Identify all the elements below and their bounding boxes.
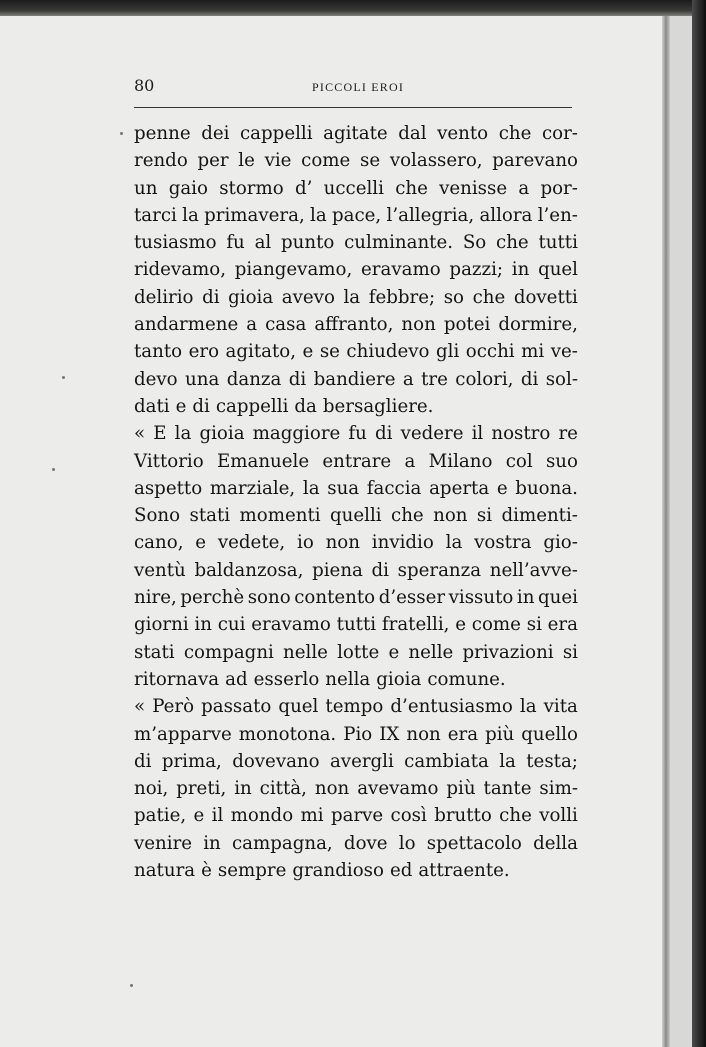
word: stati bbox=[189, 505, 231, 527]
word: compagni bbox=[183, 641, 274, 663]
word: culminante. bbox=[344, 232, 454, 254]
word: vostra bbox=[474, 532, 532, 554]
word: nelle bbox=[283, 641, 328, 663]
word: e bbox=[496, 477, 508, 499]
word: esserlo bbox=[253, 668, 320, 690]
word: momenti bbox=[239, 505, 321, 527]
word: quel bbox=[538, 259, 578, 281]
word: Sono bbox=[134, 505, 181, 527]
word: come bbox=[471, 614, 521, 636]
word: uccelli bbox=[323, 177, 384, 199]
word: avevamo bbox=[357, 778, 439, 800]
word: il bbox=[471, 423, 484, 445]
word: di bbox=[374, 423, 393, 445]
word: nella bbox=[325, 668, 371, 690]
word: in bbox=[194, 614, 212, 636]
word: lotte bbox=[337, 641, 380, 663]
text-line bbox=[134, 120, 578, 147]
word: a bbox=[404, 450, 416, 472]
word: la bbox=[519, 696, 537, 718]
text-line bbox=[134, 256, 578, 283]
word: patie, bbox=[134, 805, 187, 827]
text-line bbox=[134, 857, 578, 884]
word: stati bbox=[134, 641, 175, 663]
word: volassero, bbox=[389, 150, 483, 172]
word: la bbox=[302, 477, 320, 499]
word: fu bbox=[348, 423, 367, 445]
word: invidio bbox=[371, 532, 434, 554]
word: entrare bbox=[322, 450, 392, 472]
text-line bbox=[134, 393, 578, 420]
text-line bbox=[134, 175, 578, 202]
word: la bbox=[445, 532, 463, 554]
word: « bbox=[134, 423, 146, 445]
word: andarmene bbox=[134, 314, 239, 336]
word: Però bbox=[152, 696, 195, 718]
word: quel bbox=[278, 696, 319, 718]
word: devo bbox=[134, 368, 178, 390]
word: nostro bbox=[491, 423, 551, 445]
word: dovevano bbox=[232, 750, 320, 772]
text-line bbox=[134, 202, 578, 229]
word: suo bbox=[545, 450, 578, 472]
word: parevano bbox=[492, 150, 578, 172]
word: ridevamo, bbox=[134, 259, 227, 281]
text-line bbox=[134, 721, 578, 748]
body-text bbox=[134, 120, 578, 884]
word: in bbox=[516, 587, 535, 609]
word: potei bbox=[443, 314, 491, 336]
text-line bbox=[134, 802, 578, 829]
word: venisse bbox=[439, 177, 508, 199]
word: re bbox=[558, 423, 578, 445]
word: a bbox=[246, 314, 258, 336]
word: gio- bbox=[543, 532, 578, 554]
word: che bbox=[472, 286, 506, 308]
word: gaio bbox=[168, 177, 208, 199]
word: una bbox=[185, 368, 220, 390]
word: Milano bbox=[428, 450, 493, 472]
word: l’allegria, bbox=[386, 204, 475, 226]
text-line bbox=[134, 448, 578, 475]
word: eravamo bbox=[361, 259, 441, 281]
word: tusiasmo bbox=[134, 232, 217, 254]
word: di bbox=[288, 368, 307, 390]
word: passato bbox=[201, 696, 272, 718]
word: cappelli bbox=[215, 395, 289, 417]
word: gioia bbox=[228, 286, 274, 308]
word: Emanuele bbox=[216, 450, 310, 472]
word: piangevamo, bbox=[234, 259, 353, 281]
word: che bbox=[395, 177, 428, 199]
word: mi bbox=[300, 805, 324, 827]
word: maggiore bbox=[252, 423, 341, 445]
text-line bbox=[134, 830, 578, 857]
dust-speck bbox=[120, 132, 123, 135]
dust-speck bbox=[130, 984, 133, 987]
word: le bbox=[238, 150, 255, 172]
word: da bbox=[294, 395, 317, 417]
word: cui bbox=[217, 614, 246, 636]
word: così bbox=[390, 805, 427, 827]
text-line bbox=[134, 311, 578, 338]
word: non bbox=[406, 723, 441, 745]
word: come bbox=[301, 150, 351, 172]
word: ed bbox=[389, 860, 413, 882]
word: ve- bbox=[550, 341, 578, 363]
word: volli bbox=[539, 805, 578, 827]
word: città, bbox=[259, 778, 307, 800]
word: sempre bbox=[217, 860, 287, 882]
word: tarci bbox=[134, 204, 177, 226]
word: chiudevo bbox=[346, 341, 430, 363]
word: tutti bbox=[538, 232, 578, 254]
text-line bbox=[134, 147, 578, 174]
word: la bbox=[182, 204, 199, 226]
word: e bbox=[195, 532, 207, 554]
word: « bbox=[134, 696, 146, 718]
word: por- bbox=[540, 177, 578, 199]
word: penne bbox=[134, 123, 191, 144]
word: tante bbox=[483, 778, 532, 800]
word: vedete, bbox=[217, 532, 286, 554]
word: in bbox=[234, 778, 252, 800]
word: e bbox=[193, 805, 205, 827]
word: cor- bbox=[541, 123, 578, 144]
word: era bbox=[447, 723, 479, 745]
word: d’esser bbox=[378, 587, 446, 609]
word: la bbox=[499, 750, 516, 772]
dust-speck bbox=[52, 468, 55, 471]
word: dati bbox=[134, 395, 170, 417]
word: mondo bbox=[230, 805, 294, 827]
word: tempo bbox=[325, 696, 384, 718]
word: ritornava bbox=[134, 668, 220, 690]
text-line bbox=[134, 529, 578, 556]
word: nell’avve- bbox=[489, 559, 578, 581]
word: dormire, bbox=[498, 314, 578, 336]
word: la bbox=[343, 286, 361, 308]
word: E bbox=[153, 423, 167, 445]
word: rendo bbox=[134, 150, 188, 172]
word: al bbox=[254, 232, 272, 254]
word: noi, bbox=[134, 778, 169, 800]
text-line bbox=[134, 420, 578, 447]
word: tutti bbox=[336, 614, 377, 636]
word: che bbox=[498, 123, 532, 144]
word: marziale, bbox=[209, 477, 296, 499]
text-line bbox=[134, 557, 578, 584]
text-line bbox=[134, 666, 578, 693]
word: colori, bbox=[455, 368, 514, 390]
word: era bbox=[547, 614, 578, 636]
word: vedere bbox=[400, 423, 464, 445]
word: di bbox=[134, 750, 152, 772]
word: affranto, bbox=[314, 314, 394, 336]
word: occhi bbox=[465, 341, 515, 363]
word: più bbox=[446, 778, 476, 800]
word: Vittorio bbox=[134, 450, 204, 472]
word: ventù bbox=[134, 559, 186, 581]
word: testa; bbox=[526, 750, 578, 772]
word: prima, bbox=[161, 750, 222, 772]
word: pace, bbox=[332, 204, 382, 226]
word: preti, bbox=[176, 778, 227, 800]
word: bersagliere. bbox=[322, 395, 434, 417]
word: e bbox=[302, 341, 314, 363]
word: eravamo bbox=[251, 614, 331, 636]
text-line bbox=[134, 639, 578, 666]
word: campagna, bbox=[231, 832, 333, 854]
dust-speck bbox=[62, 376, 65, 379]
word: il bbox=[211, 805, 224, 827]
word: avevo bbox=[281, 286, 335, 308]
word: ad bbox=[225, 668, 248, 690]
word: in bbox=[511, 259, 530, 281]
word: è bbox=[201, 860, 212, 882]
word: Pio bbox=[343, 723, 373, 745]
word: cambiata bbox=[404, 750, 489, 772]
word: a bbox=[518, 177, 530, 199]
word: So bbox=[462, 232, 487, 254]
text-line bbox=[134, 775, 578, 802]
word: non bbox=[325, 532, 360, 554]
word: più bbox=[485, 723, 515, 745]
page-gutter bbox=[662, 16, 670, 1047]
word: parve bbox=[330, 805, 384, 827]
word: vento bbox=[437, 123, 489, 144]
word: avergli bbox=[329, 750, 394, 772]
word: e bbox=[388, 641, 400, 663]
word: della bbox=[533, 832, 578, 854]
word: nelle bbox=[408, 641, 454, 663]
word: attraente. bbox=[418, 860, 510, 882]
word: dimenti- bbox=[501, 505, 578, 527]
word: che bbox=[391, 505, 424, 527]
word: giorni bbox=[134, 614, 189, 636]
word: che bbox=[499, 805, 532, 827]
word: la bbox=[174, 423, 192, 445]
word: piena bbox=[312, 559, 363, 581]
word: gioia bbox=[199, 423, 245, 445]
word: di bbox=[371, 559, 389, 581]
text-line bbox=[134, 475, 578, 502]
word: un bbox=[134, 177, 158, 199]
word: m’apparve bbox=[134, 723, 232, 745]
text-line bbox=[134, 611, 578, 638]
text-line bbox=[134, 338, 578, 365]
word: per bbox=[197, 150, 229, 172]
running-title: PICCOLI EROI bbox=[312, 80, 405, 94]
text-line bbox=[134, 366, 578, 393]
word: speranza bbox=[397, 559, 482, 581]
word: cappelli bbox=[240, 123, 313, 144]
word: si bbox=[476, 505, 493, 527]
word: io bbox=[297, 532, 314, 554]
word: a bbox=[402, 368, 414, 390]
text-line bbox=[134, 584, 578, 611]
word: mi bbox=[521, 341, 545, 363]
word: gli bbox=[435, 341, 460, 363]
word: aspetto bbox=[134, 477, 203, 499]
word: fratelli, bbox=[381, 614, 450, 636]
word: febbre; bbox=[368, 286, 436, 308]
word: grandioso bbox=[292, 860, 384, 882]
word: dovetti bbox=[513, 286, 578, 308]
word: d’ bbox=[294, 177, 313, 199]
word: gioia bbox=[376, 668, 422, 690]
word: fu bbox=[226, 232, 245, 254]
word: tanto bbox=[134, 341, 183, 363]
word: punto bbox=[281, 232, 335, 254]
word: tre bbox=[421, 368, 448, 390]
word: si bbox=[526, 614, 542, 636]
word: contento bbox=[294, 587, 376, 609]
word: buona. bbox=[515, 477, 578, 499]
word: la bbox=[310, 204, 327, 226]
word: l’en- bbox=[537, 204, 578, 226]
word: non bbox=[401, 314, 436, 336]
word: dei bbox=[201, 123, 230, 144]
word: delirio bbox=[134, 286, 194, 308]
word: brutto bbox=[434, 805, 492, 827]
word: IX bbox=[379, 723, 400, 745]
word: agitato, bbox=[225, 341, 297, 363]
word: vie bbox=[264, 150, 292, 172]
word: primavera, bbox=[204, 204, 305, 226]
word: natura bbox=[134, 860, 196, 882]
word: sua bbox=[327, 477, 360, 499]
text-line bbox=[134, 229, 578, 256]
word: dal bbox=[398, 123, 427, 144]
text-line bbox=[134, 502, 578, 529]
word: monotona. bbox=[238, 723, 337, 745]
word: danza bbox=[226, 368, 282, 390]
word: lo bbox=[398, 832, 416, 854]
text-line bbox=[134, 284, 578, 311]
word: non bbox=[314, 778, 350, 800]
word: non bbox=[433, 505, 468, 527]
word: sol- bbox=[545, 368, 578, 390]
word: e bbox=[455, 614, 467, 636]
word: di bbox=[520, 368, 539, 390]
page-number: 80 bbox=[134, 76, 155, 95]
word: cano, bbox=[134, 532, 184, 554]
word: perchè bbox=[180, 587, 245, 609]
word: baldanzosa, bbox=[194, 559, 304, 581]
word: quei bbox=[538, 587, 578, 609]
word: spettacolo bbox=[426, 832, 522, 854]
word: col bbox=[505, 450, 533, 472]
word: pazzi; bbox=[449, 259, 504, 281]
word: quello bbox=[521, 723, 578, 745]
word: di bbox=[192, 395, 210, 417]
word: dove bbox=[343, 832, 388, 854]
text-line bbox=[134, 748, 578, 775]
word: vissuto bbox=[448, 587, 514, 609]
word: so bbox=[443, 286, 464, 308]
word: sim- bbox=[539, 778, 578, 800]
word: che bbox=[496, 232, 529, 254]
word: casa bbox=[265, 314, 307, 336]
word: d’entusiasmo bbox=[390, 696, 513, 718]
word: agitate bbox=[323, 123, 388, 144]
word: se bbox=[360, 150, 381, 172]
word: venire bbox=[134, 832, 193, 854]
word: vita bbox=[543, 696, 578, 718]
word: ero bbox=[188, 341, 220, 363]
word: in bbox=[203, 832, 221, 854]
scanner-edge bbox=[692, 0, 706, 1047]
word: di bbox=[202, 286, 220, 308]
word: allora bbox=[479, 204, 533, 226]
word: comune. bbox=[427, 668, 506, 690]
adjacent-page-edge bbox=[670, 16, 692, 1047]
word: quelli bbox=[330, 505, 382, 527]
word: bandiere bbox=[313, 368, 396, 390]
word: e bbox=[175, 395, 187, 417]
word: si bbox=[562, 641, 578, 663]
word: se bbox=[319, 341, 340, 363]
word: aperta bbox=[429, 477, 490, 499]
text-line bbox=[134, 693, 578, 720]
word: stormo bbox=[219, 177, 284, 199]
word: privazioni bbox=[462, 641, 554, 663]
header-rule bbox=[134, 107, 572, 108]
word: faccia bbox=[366, 477, 422, 499]
word: nire, bbox=[134, 587, 177, 609]
word: sono bbox=[247, 587, 291, 609]
